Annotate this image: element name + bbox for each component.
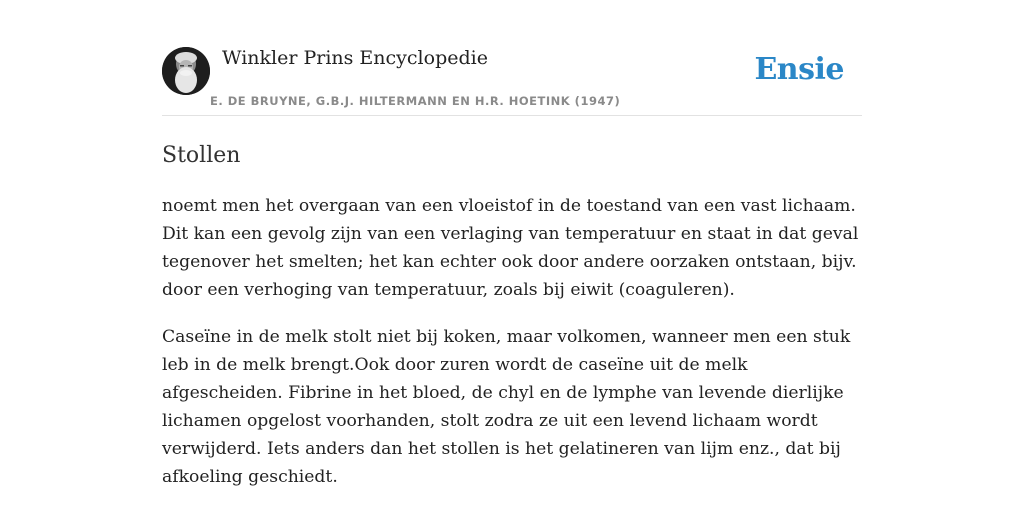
entry-body <box>162 192 862 491</box>
source-header <box>162 40 862 116</box>
entry-title: Stollen <box>162 143 241 168</box>
author-portrait-icon <box>162 47 210 95</box>
entry-paragraph: Caseïne in de melk stolt niet bij koken, maar volkomen, wanneer men een stuk leb in de melk brengt.Ook door zuren wordt de caseïne uit de melk afgescheiden. Fibrine in het bloed, de chyl en de lymphe van levende dierlijke lichamen opgelost voorhanden, stolt zodra ze uit een levend lichaam wordt verwijderd. Iets anders dan het stollen is het gelatineren van lijm enz., dat bij afkoeling geschiedt. <box>162 327 851 487</box>
entry-paragraph: noemt men het overgaan van een vloeistof in de toestand van een vast lichaam. Dit kan een gevolg zijn van een verlaging van temperatuur en staat in dat geval tegenover het smelten; het kan echter ook door andere oorzaken ontstaan, bijv. door een verhoging van temperatuur, zoals bij eiwit (coaguleren). <box>162 196 859 300</box>
entry-card <box>162 40 862 510</box>
brand-logo[interactable]: Ensie <box>754 52 844 87</box>
author-avatar[interactable] <box>162 47 210 95</box>
source-authors: E. DE BRUYNE, G.B.J. HILTERMANN EN H.R. HOETINK (1947) <box>210 94 621 108</box>
source-title[interactable]: Winkler Prins Encyclopedie <box>222 47 488 69</box>
